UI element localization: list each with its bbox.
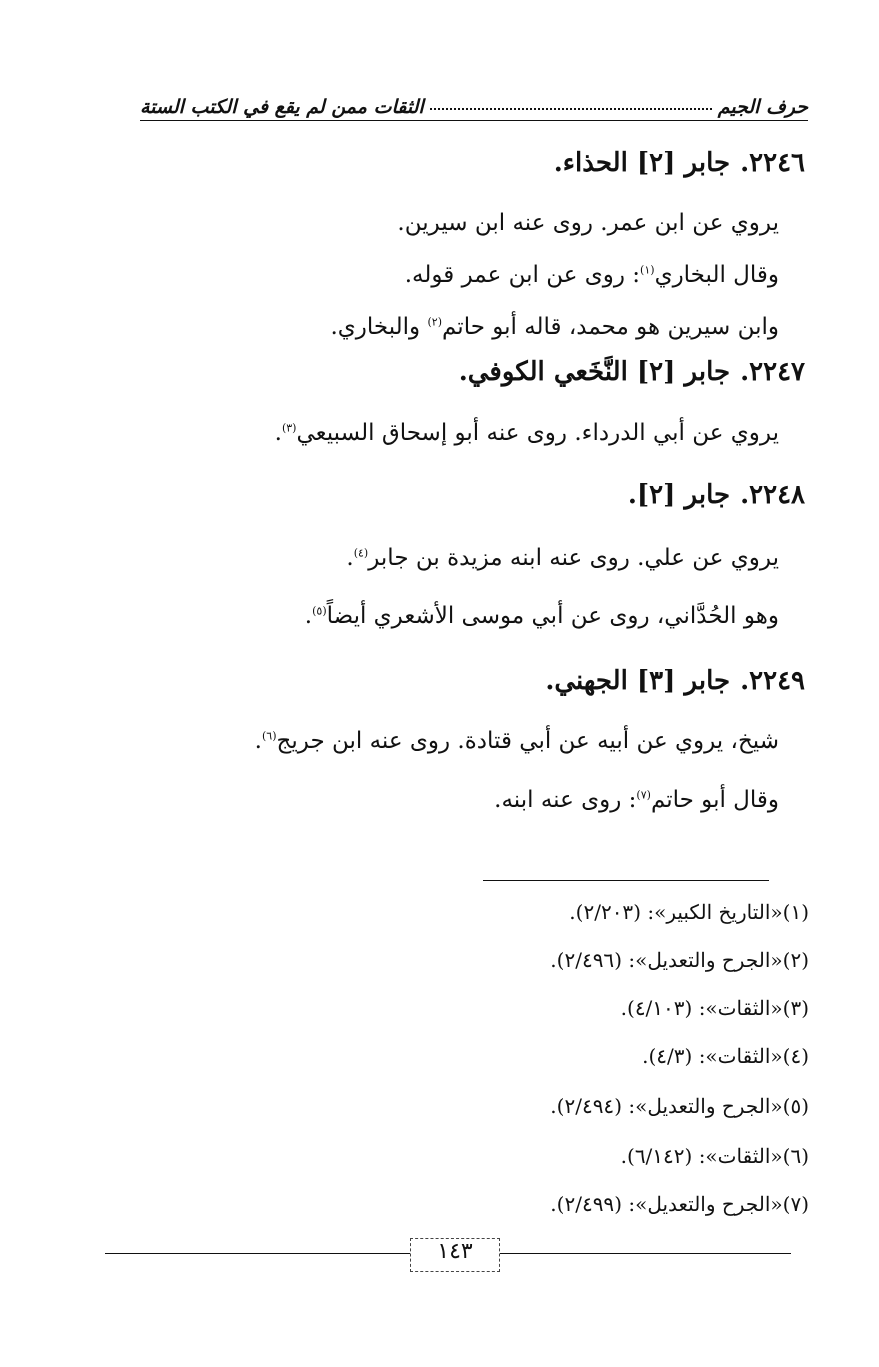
footnote: (٤)«الثقات»: (٤/٣). <box>642 1044 809 1068</box>
entry-name: جابر [٢]. <box>627 480 731 510</box>
line-tail: . <box>346 545 354 571</box>
footnote: (٥)«الجرح والتعديل»: (٢/٤٩٤). <box>550 1094 809 1118</box>
line-tail: : روى عن ابن عمر قوله. <box>404 262 641 288</box>
entry-name: جابر [٢] الحذاء. <box>553 148 731 178</box>
entry-text-line <box>494 787 779 813</box>
entry-number: ٢٢٤٨. <box>740 480 805 510</box>
footnote: (١)«التاريخ الكبير»: (٢/٢٠٣). <box>569 900 809 924</box>
line-text: وهو الحُدَّاني، روى عن أبي موسى الأشعري أيضاً <box>326 603 779 629</box>
line-text: وابن سيرين هو محمد، قاله أبو حاتم <box>441 314 779 340</box>
footnote-marker: (٣) <box>281 421 297 435</box>
line-text: يروي عن علي. روى عنه ابنه مزيدة بن جابر <box>368 545 779 571</box>
footnote-marker: (١) <box>640 263 655 277</box>
footnote: (٧)«الجرح والتعديل»: (٢/٤٩٩). <box>550 1192 809 1216</box>
line-tail: . <box>274 420 282 446</box>
entry-text-line <box>275 420 779 446</box>
line-text: وقال أبو حاتم <box>650 787 779 813</box>
entry-number: ٢٢٤٩. <box>740 666 805 696</box>
page-footer <box>105 1238 791 1278</box>
footnote-marker: (٢) <box>427 315 442 329</box>
entry-text-line <box>305 603 779 629</box>
entry-heading <box>459 357 805 387</box>
entry-text-line <box>330 314 779 340</box>
line-tail: . <box>254 728 262 754</box>
entry-name: جابر [٢] النَّخَعي الكوفي. <box>458 357 731 387</box>
running-header-book-title: الثقات ممن لم يقع في الكتب الستة <box>140 96 424 118</box>
entry-text-line <box>346 545 779 571</box>
entry-number: ٢٢٤٦. <box>740 148 805 178</box>
entry-heading <box>554 148 805 178</box>
entry-name: جابر [٣] الجهني. <box>545 666 731 696</box>
running-header <box>140 84 808 121</box>
footnote: (٣)«الثقات»: (٤/١٠٣). <box>620 996 809 1020</box>
entry-text-line <box>255 728 779 754</box>
footnote-marker: (٧) <box>636 788 651 802</box>
page-number: ١٤٣ <box>410 1238 500 1272</box>
running-header-section: حرف الجيم <box>717 96 808 118</box>
entry-text-line <box>405 262 779 288</box>
footnote-marker: (٤) <box>353 546 369 560</box>
entry-text-line <box>397 210 779 236</box>
line-tail: : روى عنه ابنه. <box>494 787 637 813</box>
line-text: وقال البخاري <box>654 262 779 288</box>
footnote-marker: (٥) <box>312 604 327 618</box>
footnote-separator <box>483 880 769 881</box>
footnote: (٦)«الثقات»: (٦/١٤٢). <box>620 1144 809 1168</box>
footnote-marker: (٦) <box>261 729 277 743</box>
entry-heading <box>545 666 805 696</box>
entry-heading <box>628 480 805 510</box>
entry-number: ٢٢٤٧. <box>740 357 805 387</box>
footnote: (٢)«الجرح والتعديل»: (٢/٤٩٦). <box>550 948 809 972</box>
line-tail: . <box>304 603 313 629</box>
line-text: يروي عن ابن عمر. روى عنه ابن سيرين. <box>397 210 779 236</box>
line-text: يروي عن أبي الدرداء. روى عنه أبو إسحاق السبيعي <box>296 420 779 446</box>
line-tail: والبخاري. <box>330 314 428 340</box>
header-dotted-leader <box>430 108 712 110</box>
line-text: شيخ، يروي عن أبيه عن أبي قتادة. روى عنه ابن جريج <box>276 728 779 754</box>
